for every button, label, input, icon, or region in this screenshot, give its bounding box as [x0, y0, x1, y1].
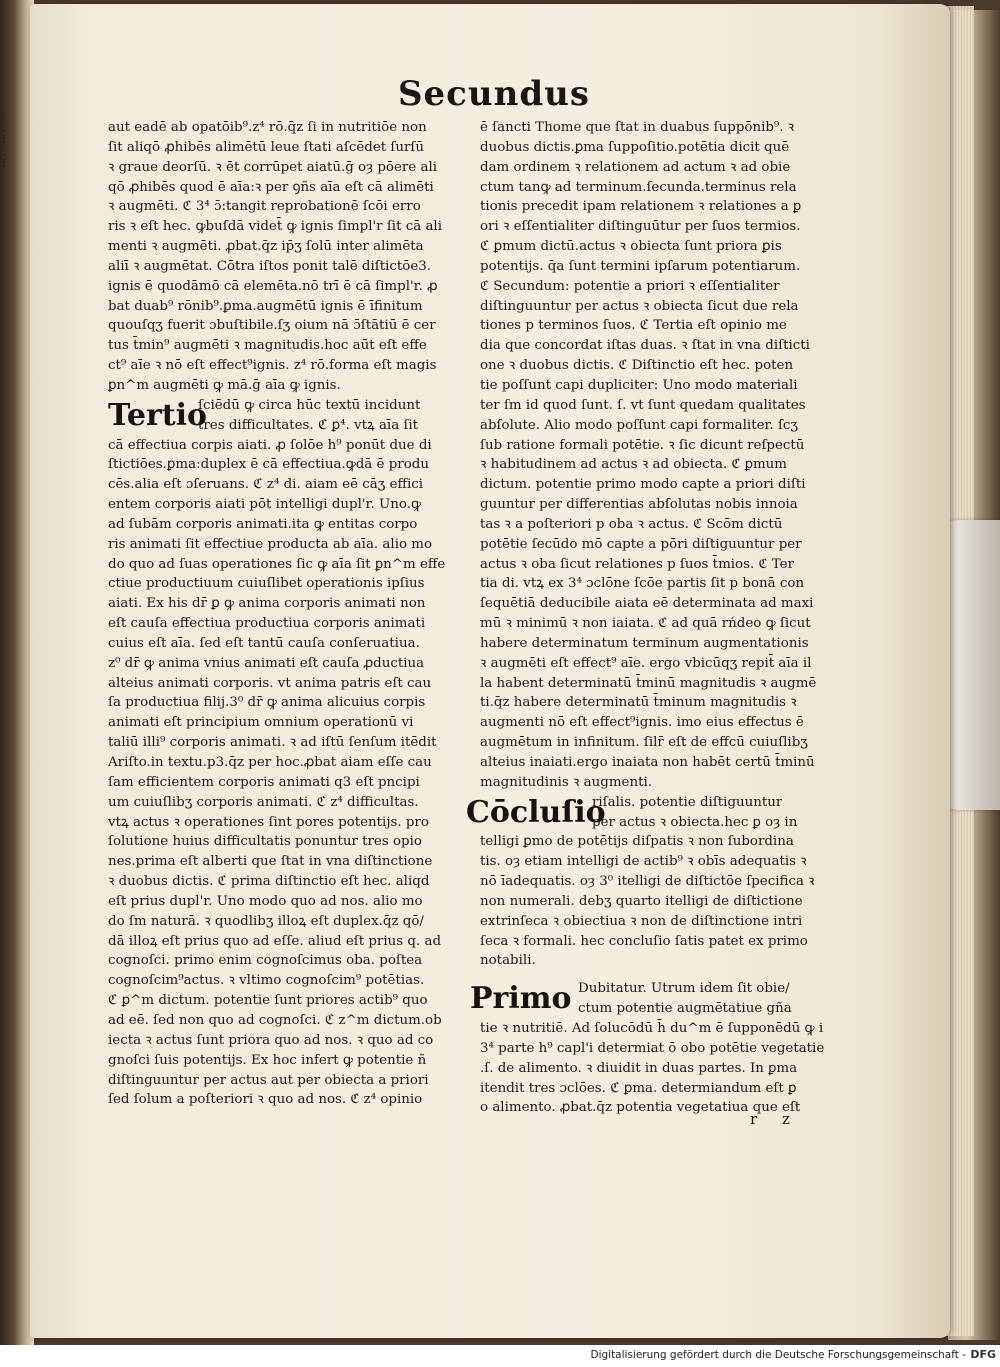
left-a-line: ct⁹ aīe ꝛ nō eſt effect⁹ignis. z⁴ rō.forma eſt magis — [108, 358, 437, 374]
left-b-line: entem corporis aiati pōt intelligi dupl'r. Uno.ꝙ — [108, 497, 422, 513]
left-a-line: qō ꝓhibēs quod ē aīa:ꝛ per ꝯñs aīa eſt cā alimēti — [108, 179, 434, 195]
footer-bar — [0, 1345, 1000, 1367]
right-a-line: ctum tanꝙ ad terminum.ſecunda.terminus rela — [480, 179, 797, 195]
left-b-line: cuius eſt aīa. ſed eſt tantū cauſa conſeruatiua. — [108, 635, 420, 651]
left-a-line: ris ꝛ eſt hec. ꝙbuſdā videt̄ ꝙ ignis ſimpl'r ſit cā ali — [108, 219, 442, 235]
right-a-line: ℭ Secundum: potentie a priori ꝛ eſſentialiter — [480, 278, 780, 294]
tertio-line-1: ſciēdū ꝙ circa hūc textū incidunt — [198, 397, 421, 413]
right-b-line: ſeca ꝛ formali. hec concluſio ſatis patet ex primo — [480, 933, 808, 949]
right-paragraph-a — [480, 118, 828, 793]
left-b-line: dā illoꝝ eſt prius quo ad eſſe. aliud eſt prius q. ad — [108, 933, 442, 949]
left-b-line: ctiue productiuum cuiuſlibet operationis ipſius — [108, 576, 425, 592]
running-head: Secundus — [398, 74, 590, 114]
right-a-line: augmētum in infinitum. ſilr̄ eſt de effcū cuiuſlibʒ — [480, 735, 808, 751]
initial-word-tertio: Tertio — [108, 397, 208, 433]
right-a-line: diſtinguuntur per actus ꝛ obiecta ſicut due rela — [480, 298, 799, 314]
left-b-line: z⁰ dr̄ ꝙ anima vnius animati eſt cauſa ꝓductiua — [108, 655, 425, 671]
right-paragraph-b — [480, 832, 828, 971]
left-column — [108, 118, 453, 1110]
left-paragraph-b — [108, 436, 453, 1111]
left-a-line: aliī ꝛ augmētat. Cōtra iſtos ponit talē diſtictōe3. — [108, 258, 432, 274]
left-b-line: iecta ꝛ actus ſunt priora quo ad nos. ꝛ quo ad co — [108, 1032, 434, 1048]
right-a-line: one ꝛ duobus dictis. ℭ Diſtinctio eſt hec. poten — [480, 358, 794, 374]
left-b-line: do ſm naturā. ꝛ quodlibʒ illoꝝ eſt duplex.q̄z qō/ — [108, 913, 424, 929]
conclusio-row — [466, 793, 828, 833]
right-a-line: ſub ratione formali potētie. ꝛ ſic dicunt reſpectū — [480, 437, 805, 453]
left-b-line: ſolutione huius difficultatis ponuntur tres opio — [108, 834, 422, 850]
right-a-line: dictum. potentie primo modo capte a priori diſti — [480, 477, 806, 493]
right-c-line: 3⁴ parte h⁹ capl'i determiat ō obo potētie vegetatie — [480, 1040, 825, 1056]
left-b-line: cā effectiua corpis aiati. ꝓ ſolōe h⁹ ponūt due di — [108, 437, 432, 453]
left-b-line: alteius animati corporis. vt anima patris eſt cau — [108, 675, 432, 691]
right-column — [466, 118, 828, 1118]
left-a-line: ſit aliqō ꝓhibēs alimētū leue ſtati aſcēdet ſurſū — [108, 139, 424, 155]
right-b-line: extrinſeca ꝛ obiectiua ꝛ non de diſtinctione intri — [480, 913, 803, 929]
left-b-line: do quo ad ſuas operationes ſic ꝙ aīa ſit ꝑn^m effe — [108, 556, 446, 572]
primo-line-1: Dubitatur. Utrum idem ſit obie/ — [578, 981, 790, 997]
right-c-line: .ſ. de alimento. ꝛ diuidit in duas partes. In ꝑma — [480, 1060, 798, 1076]
left-b-line: ad eē. ſed non quo ad cognoſci. ℭ z^m dictum.ob — [108, 1012, 442, 1028]
tertio-row — [108, 396, 453, 436]
left-b-line: diſtinguuntur per actus aut per obiecta a priori — [108, 1072, 429, 1088]
right-a-line: mū ꝛ minimū ꝛ non iaiata. ℭ ad quā rńdeo ꝙ ſicut — [480, 616, 811, 632]
right-a-line: alteius inaiati.ergo inaiata non habēt certū t̄minū — [480, 755, 815, 770]
left-b-line: cēs.alia eſt ɔſeruans. ℭ z⁴ di. aiam eē cāʒ effici — [108, 477, 424, 493]
primo-line-2: ctum potentie augmētatiue gña — [578, 1001, 792, 1017]
left-b-line: ris animati ſit effectiue producta ab aīa. alio mo — [108, 536, 433, 552]
right-c-line: o alimento. ꝓbat.q̄z potentia vegetatiua que eſt — [480, 1100, 801, 1116]
right-a-line: la habent determinatū t̄minū magnitudis ꝛ augmē — [480, 675, 817, 691]
right-a-line: tionis precedit ipam relationem ꝛ relationes a ꝑ — [480, 199, 802, 215]
left-a-line: menti ꝛ augmēti. ꝓbat.q̄z ip̄ʒ ſolū inter alimēta — [108, 239, 424, 255]
right-a-line: ori ꝛ eſſentialiter diſtinguūtur per ſuos termios. — [480, 219, 801, 235]
left-b-line: eſt prius dupl'r. Uno modo quo ad nos. alio mo — [108, 893, 423, 909]
left-b-line: nes.prima eſt alberti que ſtat in vna diſtinctione — [108, 854, 433, 870]
left-a-line: quouſqʒ fuerit ɔbuſtibile.ſʒ oium nā ɔ̄ſtātiū ē cer — [108, 318, 436, 334]
right-a-line: ℭ ꝑmum dictū.actus ꝛ obiecta ſunt priora ꝑis — [480, 239, 782, 255]
right-a-line: duobus dictis.ꝑma ſuppoſitio.potētia dicit quē — [480, 139, 790, 155]
left-b-line: cognoſci. primo enim cognoſcimus oba. poſtea — [108, 953, 423, 969]
right-a-line: guuntur per differentias abſolutas nobis innoia — [480, 497, 798, 513]
dfg-logo: DFG — [970, 1348, 996, 1361]
left-b-line: animati eſt principium omnium operationū vi — [108, 715, 414, 731]
left-paragraph-a — [108, 118, 453, 396]
left-b-line: ſtictiōes.ꝑma:duplex ē cā effectiua.ꝙdā ē produ — [108, 457, 429, 473]
left-book-cover — [0, 0, 34, 1345]
right-a-line: ꝛ habitudinem ad actus ꝛ ad obiecta. ℭ ꝑmum — [480, 457, 787, 473]
right-a-line: dam ordinem ꝛ relationem ad actum ꝛ ad obie — [480, 159, 791, 175]
tertio-line-2: tres difficultates. ℭ ꝑ⁴. vtꝝ aīa ſit — [198, 417, 419, 433]
footer-credit: Digitalisierung gefördert durch die Deutsche Forschungsgemeinschaft - — [590, 1349, 966, 1361]
left-edge-marks: , : i : f — [2, 109, 7, 170]
right-a-line: magnitudinis ꝛ augmenti. — [480, 774, 653, 790]
left-a-line: ignis ē quodāmō cā elemēta.nō trī ē cā ſimpl'r. ꝓ — [108, 278, 438, 294]
right-b-line: telligi ꝑmo de potētijs diſpatis ꝛ non ſubordina — [480, 834, 794, 850]
signature-mark: r z — [750, 1110, 800, 1128]
left-b-line: eſt cauſa effectiua productiua corporis animati — [108, 616, 426, 632]
right-a-line: actus ꝛ oba ſicut relationes p ſuos t̄mios. ℭ Ter — [480, 556, 794, 572]
left-b-line: ℭ ꝑ^m dictum. potentie ſunt priores actib⁹ quo — [108, 993, 428, 1009]
right-a-line: ē ſancti Thome que ſtat in duabus ſuppōnib⁹. ꝛ — [480, 120, 795, 135]
right-b-line: tis. oȝ etiam intelligi de actib⁹ ꝛ obīs adequatis ꝛ — [480, 854, 807, 870]
right-a-line: tia di. vtꝝ ex 3⁴ ɔclōne ſcōe partis ſit p bonā con — [480, 576, 805, 592]
left-b-line: ſa productiua filij.3⁰ dr̄ ꝙ anima alicuius corpis — [108, 695, 426, 711]
right-a-line: habere determinatum terminum augmentationis — [480, 635, 809, 651]
left-b-line: gnoſci ſuis potentijs. Ex hoc infert ꝙ potentie ñ — [108, 1052, 427, 1068]
left-a-line: ꝛ augmēti. ℭ 3⁴ ɔ̄:tangit reprobationē ſcōi erro — [108, 199, 421, 215]
right-a-line: potentijs. q̄a ſunt termini ipſarum potentiarum. — [480, 258, 801, 274]
right-a-line: potētie ſecūdo mō capte a pōri diſtiguuntur per — [480, 536, 802, 552]
right-a-line: ꝛ augmēti eſt effect⁹ aīe. ergo vbicūqʒ repit̄ aīa il — [480, 655, 812, 671]
right-a-line: tie poſſunt capi dupliciter: Uno modo materiali — [480, 377, 798, 393]
left-b-line: vtꝝ actus ꝛ operationes ſint pores potentijs. pro — [108, 814, 429, 830]
conclusio-line-2: per actus ꝛ obiecta.hec ꝑ oȝ in — [592, 814, 798, 830]
left-b-line: cognoſcim⁹actus. ꝛ vltimo cognoſcim⁹ potētias. — [108, 973, 425, 989]
left-a-line: ꝛ graue deorſū. ꝛ ēt corrūpet aiatū.ḡ oȝ pōere ali — [108, 159, 438, 175]
right-a-line: tiones p terminos ſuos. ℭ Tertia eſt opinio me — [480, 318, 787, 334]
primo-row — [470, 979, 828, 1019]
right-b-line: non numerali. debʒ quarto itelligi de diſtictione — [480, 893, 803, 909]
right-a-line: augmenti nō eſt effect⁹ignis. imo eius effectus ē — [480, 715, 804, 731]
right-a-line: abſolute. Alio modo poſſunt capi formaliter. ſcʒ — [480, 417, 798, 433]
left-b-line: aiati. Ex his dr̄ ꝑ ꝙ anima corporis animati non — [108, 596, 426, 612]
left-b-line: ad ſubām corporis animati.ita ꝙ entitas corpo — [108, 516, 418, 532]
right-c-line: itendit tres ɔclōes. ℭ ꝑma. determiandum eſt ꝑ — [480, 1080, 797, 1096]
right-c-line: tie ꝛ nutritiē. Ad ſolucōdū h̄ du^m ē ſupponēdū ꝙ i — [480, 1020, 824, 1036]
right-a-line: ſequētiā deducibile aiata eē determinata ad maxi — [480, 596, 814, 612]
right-paragraph-c — [480, 1019, 828, 1118]
left-a-line: aut eadē ab opatōib⁹.z⁴ rō.q̄z ſi in nutritiōe non — [108, 120, 427, 135]
conclusio-line-1: riſalis. potentie diſtiguuntur — [592, 794, 783, 810]
spacer — [480, 971, 828, 979]
initial-word-primo: Primo — [470, 981, 572, 1017]
left-a-line: ꝑn^m augmēti ꝙ mā.ḡ aīa ꝙ ignis. — [108, 377, 341, 393]
left-b-line: taliū illi⁹ corporis animati. ꝛ ad iſtū ſenſum itēdit — [108, 735, 437, 751]
left-a-line: tus t̄min⁹ augmēti ꝛ magnitudis.hoc aūt eſt effe — [108, 338, 427, 354]
left-b-line: ſed ſolum a poſteriori ꝛ quo ad nos. ℭ z⁴ opinio — [108, 1092, 423, 1108]
right-b-line: nō īadequatis. oȝ 3⁰ itelligi de diſtictōe ſpecifica ꝛ — [480, 874, 815, 890]
left-a-line: bat duab⁹ rōnib⁹.ꝑma.augmētū ignis ē īfinitum — [108, 298, 423, 314]
right-a-line: ti.q̄z habere determinatū t̄minum magnitudis ꝛ — [480, 695, 797, 711]
left-b-line: ſam efficientem corporis animati q3 eſt pncipi — [108, 774, 420, 790]
left-b-line: Ariſto.in textu.p3.q̄z per hoc.ꝓbat aiam eſſe cau — [108, 755, 432, 770]
right-b-line: notabili. — [480, 953, 536, 969]
right-a-line: dia que concordat iſtas duas. ꝛ ſtat in vna diſticti — [480, 338, 810, 354]
right-a-line: tas ꝛ a poſteriori p oba ꝛ actus. ℭ Scōm dictū — [480, 516, 783, 532]
left-b-line: um cuiuſlibʒ corporis animati. ℭ z⁴ difficultas. — [108, 794, 419, 810]
right-a-line: ter ſm id quod ſunt. ſ. vt ſunt quedam qualitates — [480, 397, 806, 413]
left-b-line: ꝛ duobus dictis. ℭ prima diſtinctio eſt hec. aliqd — [108, 874, 430, 890]
initial-word-conclusio: Cōcluſio — [466, 794, 606, 830]
